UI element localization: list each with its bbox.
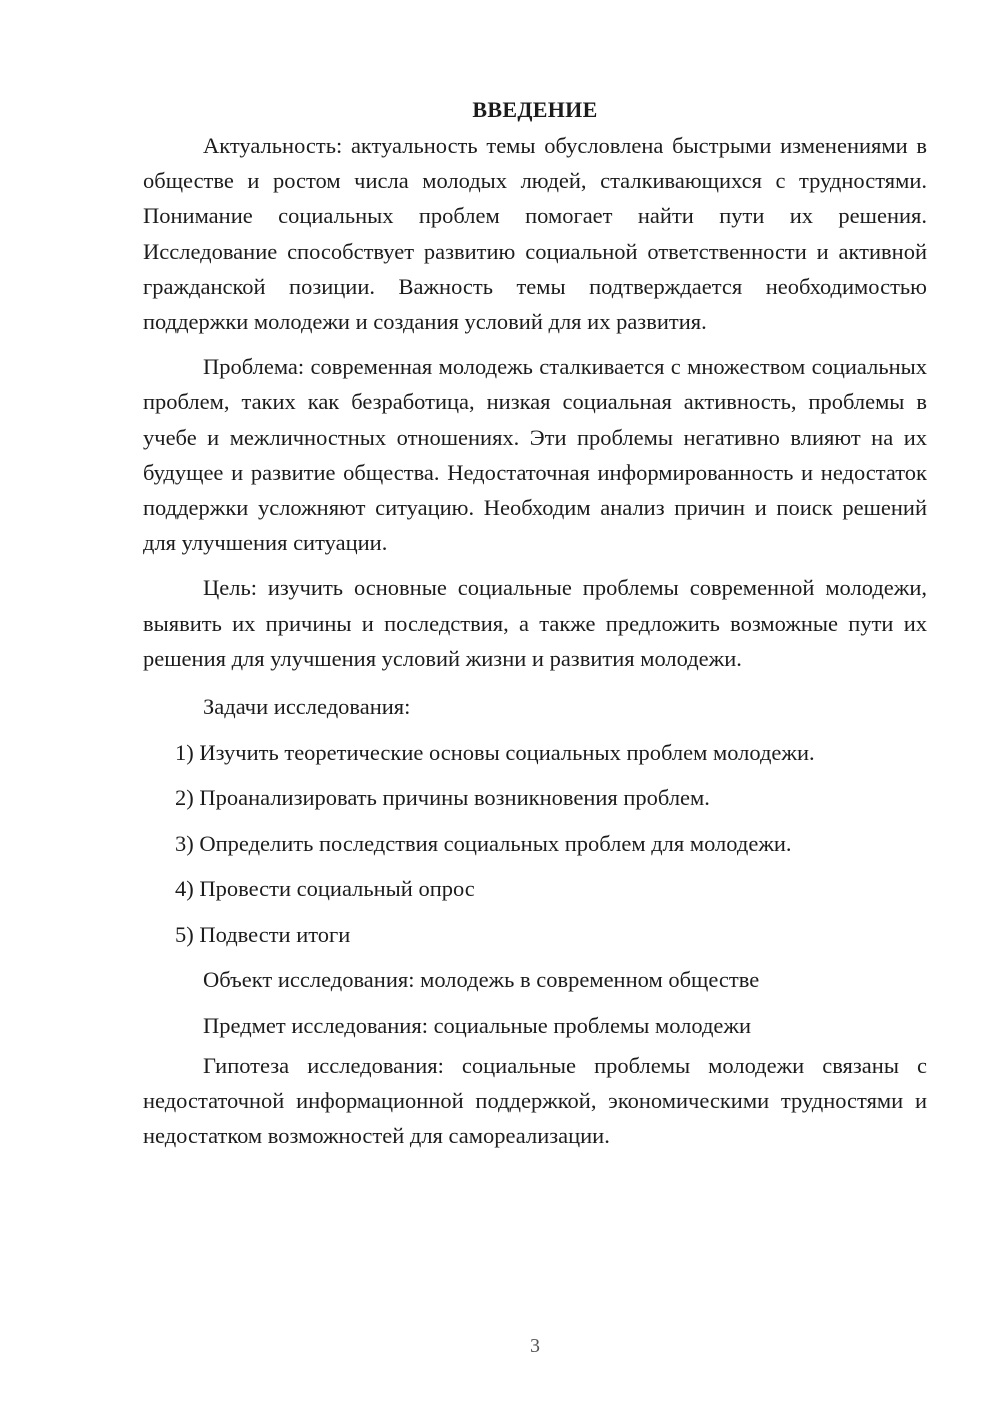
page-number: 3 (530, 1335, 540, 1357)
section-heading: ВВЕДЕНИЕ (472, 97, 598, 122)
task-item-3: 3) Определить последствия социальных проблем для молодежи. (175, 830, 792, 856)
hypothesis-paragraph: Гипотеза исследования: социальные проблемы молодежи связаны с недостаточной информационной поддержкой, экономическими трудностями и недостатком возможностей для самореализации. (143, 1053, 927, 1149)
research-object: Объект исследования: молодежь в современном обществе (203, 967, 760, 993)
research-subject: Предмет исследования: социальные проблемы молодежи (203, 1012, 751, 1038)
document-body (143, 92, 927, 1164)
tasks-heading: Задачи исследования: (203, 694, 411, 720)
task-item-2: 2) Проанализировать причины возникновения проблем. (175, 785, 710, 811)
relevance-paragraph: Актуальность: актуальность темы обусловлена быстрыми изменениями в обществе и ростом числа молодых людей, сталкивающихся с трудностями. Понимание социальных проблем помогает найти пути их решения. Исследование способствует развитию социальной ответственности и активной гражданской позиции. Важность темы подтверждается необходимостью поддержки молодежи и создания условий для их развития. (143, 133, 927, 335)
task-item-1: 1) Изучить теоретические основы социальных проблем молодежи. (175, 739, 815, 765)
goal-paragraph: Цель: изучить основные социальные проблемы современной молодежи, выявить их причины и последствия, а также предложить возможные пути их решения для улучшения условий жизни и развития молодежи. (143, 575, 927, 671)
task-item-4: 4) Провести социальный опрос (175, 876, 475, 902)
task-item-5: 5) Подвести итоги (175, 921, 351, 947)
problem-paragraph: Проблема: современная молодежь сталкивается с множеством социальных проблем, таких как безработица, низкая социальная активность, проблемы в учебе и межличностных отношениях. Эти проблемы негативно влияют на их будущее и развитие общества. Недостаточная информированность и недостаток поддержки усложняют ситуацию. Необходим анализ причин и поиск решений для улучшения ситуации. (143, 354, 927, 556)
